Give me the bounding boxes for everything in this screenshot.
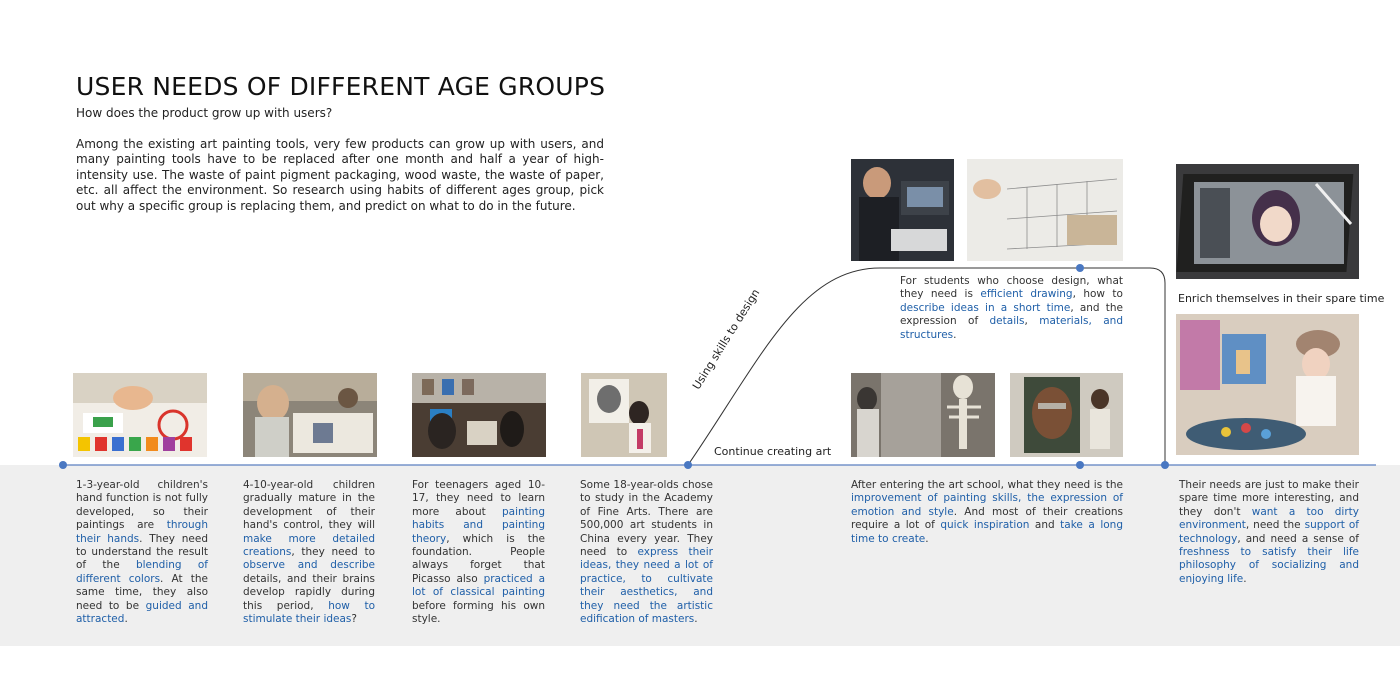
body-text: . And most of their creations require a lot of: [851, 505, 1123, 532]
highlight-text: blending of different colors: [76, 559, 208, 585]
body-text: 4-10-year-old children gradually mature in the development of their hand's control, they will: [243, 479, 375, 532]
body-text: .: [124, 613, 128, 626]
highlight-text: painting habits and painting theory: [412, 505, 545, 545]
body-text: before forming his own style.: [412, 599, 545, 626]
body-text: . They need to understand the result of the: [76, 532, 208, 572]
body-text: , and the expression of: [900, 301, 1124, 328]
body-text: details, and their brains develop rapidly during this period,: [243, 572, 375, 612]
timeline-dot-4: [1161, 461, 1169, 469]
highlight-text: improvement of painting skills, the expression of emotion and style: [851, 492, 1123, 518]
body-text: For students who choose design, what they need is: [900, 275, 1123, 301]
age-1-3-description: [76, 479, 208, 626]
age-18-description: [580, 479, 713, 626]
children-finger-painting-image: [73, 373, 207, 457]
highlight-text: quick inspiration: [940, 519, 1030, 532]
digital-drawing-tablet-image: [1176, 164, 1359, 279]
architecture-sketch-image: [967, 159, 1123, 261]
highlight-text: take a long time to create: [851, 519, 1123, 545]
body-text: Their needs are just to make their spare time more interesting, and they don't: [1179, 479, 1359, 518]
using-skills-label: Using skills to design: [690, 286, 763, 392]
highlight-text: efficient drawing: [980, 288, 1073, 301]
highlight-text: want a too dirty environment: [1179, 505, 1359, 532]
woman-painting-canvas-image: [1176, 314, 1359, 455]
student-at-easel-image: [581, 373, 667, 457]
highlight-text: support of technology: [1179, 519, 1359, 545]
highlight-text: guided and attracted: [76, 599, 208, 626]
page-subtitle: How does the product grow up with users?: [76, 106, 333, 120]
continue-creating-label: Continue creating art: [714, 445, 832, 458]
body-text: , they need to: [291, 546, 375, 559]
designer-at-computer-image: [851, 159, 954, 261]
design-students-description: [900, 275, 1123, 342]
portrait-painting-image: [1010, 373, 1123, 457]
spare-time-description: [1179, 479, 1359, 586]
highlight-text: observe and describe: [243, 559, 375, 572]
timeline-dot-1: [59, 461, 67, 469]
highlight-text: express their ideas, they need a lot of practice, to cultivate their aesthetics, and they need the artistic edification of masters: [580, 546, 713, 626]
teenagers-painting-class-image: [412, 373, 546, 457]
body-text: ?: [351, 613, 357, 626]
highlight-text: how to stimulate their ideas: [243, 599, 376, 626]
body-text: 1-3-year-old children's hand function is not fully developed, so their paintings are: [76, 479, 208, 532]
art-school-description: [851, 479, 1123, 546]
age-4-10-description: [243, 479, 375, 626]
body-text: and: [1029, 519, 1061, 532]
body-text: .: [925, 532, 929, 545]
highlight-text: freshness to satisfy their life philosophy of socializing and enjoying life: [1179, 546, 1359, 585]
body-text: For teenagers aged 10-17, they need to learn more about: [412, 479, 545, 518]
body-text: , which is the foundation. People always forget that Picasso also: [412, 532, 545, 585]
body-text: .: [694, 613, 698, 626]
highlight-text: materials, and structures: [900, 315, 1123, 341]
timeline-dot-design: [1076, 264, 1084, 272]
highlight-text: make more detailed creations: [243, 532, 375, 559]
body-text: . At the same time, they also need to be: [76, 572, 208, 612]
highlight-text: describe ideas in a short time: [900, 301, 1071, 314]
body-text: , and need a sense of: [1237, 532, 1359, 545]
skeleton-sculpture-drawing-image: [851, 373, 995, 457]
body-text: .: [1243, 572, 1247, 585]
page-title: USER NEEDS OF DIFFERENT AGE GROUPS: [76, 72, 606, 101]
body-text: ,: [1024, 315, 1040, 328]
body-text: , how to: [1072, 288, 1123, 301]
body-text: After entering the art school, what they need is the: [851, 479, 1123, 491]
timeline-dot-3: [1076, 461, 1084, 469]
intro-paragraph: Among the existing art painting tools, very few products can grow up with users, and many painting tools have to be replaced after one month and half a year of high-intensity use. The waste of paint pigment packaging, wood waste, the waste of paper, etc. all affect the environment. So research using habits of different ages group, pick out why a specific group is replacing them, and predict on what to do in the future.: [76, 137, 604, 213]
body-text: Some 18-year-olds chose to study in the Academy of Fine Arts. There are 500,000 art students in China every year. They need to: [580, 479, 713, 559]
child-drawing-image: [243, 373, 377, 457]
highlight-text: details: [989, 315, 1025, 328]
highlight-text: through their hands: [76, 519, 208, 545]
body-text: , need the: [1245, 519, 1305, 532]
age-10-17-description: [412, 479, 545, 626]
body-text: .: [953, 328, 957, 341]
highlight-text: practiced a lot of classical painting: [412, 572, 545, 599]
timeline-dot-2: [684, 461, 692, 469]
enrich-label: Enrich themselves in their spare time: [1178, 292, 1385, 305]
